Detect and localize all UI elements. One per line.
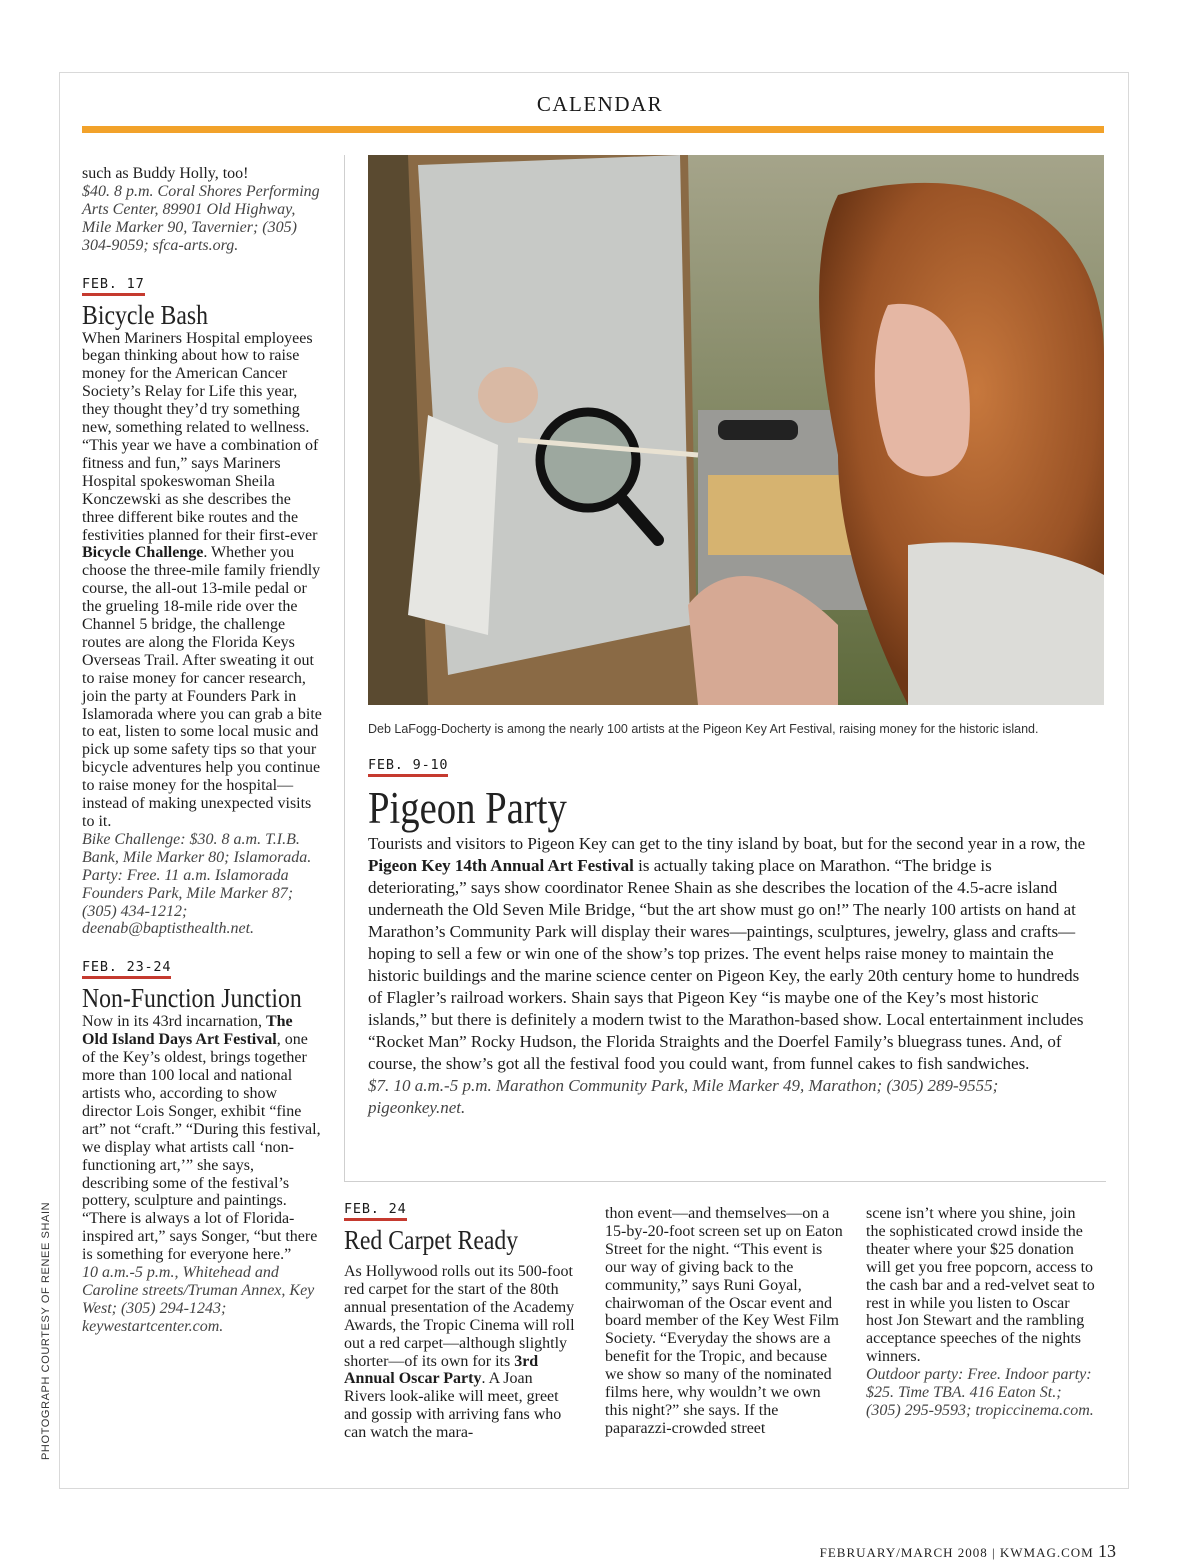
feature-photo — [368, 155, 1104, 705]
event-body: As Hollywood rolls out its 500-foot red carpet for the start of the 80th annual presentation of the Academy Awards, the Tropic Cinema will roll out a red carpet—although slightly shorter—of its own for its 3rd Annual Oscar Party. A Joan Rivers look-alike will meet, greet and gossip with arriving fans who can watch the mara- — [344, 1263, 575, 1442]
section-title: CALENDAR — [536, 92, 664, 116]
feature-article — [368, 753, 1088, 1119]
photo-caption: Deb LaFogg-Docherty is among the nearly 100 artists at the Pigeon Key Art Festival, raising money for the historic island. — [368, 722, 1039, 736]
event-title: Pigeon Party — [368, 783, 567, 833]
event-date: FEB. 9-10 — [368, 757, 448, 777]
event-info: Outdoor party: Free. Indoor party: $25. Time TBA. 416 Eaton St.; (305) 295-9593; tropiccinema.com. — [866, 1366, 1094, 1419]
event-title: Red Carpet Ready — [344, 1225, 519, 1255]
event-date: FEB. 24 — [344, 1201, 407, 1221]
column-divider — [344, 155, 345, 1181]
event-info: Bike Challenge: $30. 8 a.m. T.I.B. Bank, Mile Marker 80; Islamorada. Party: Free. 11 a.m. Islamorada Founders Park, Mile Marker 87; (305) 434-1212; deenab@baptisthealth.net. — [82, 830, 312, 938]
redcarpet-col-3 — [866, 1205, 1098, 1420]
event-body: Tourists and visitors to Pigeon Key can get to the tiny island by boat, but for the second year in a row, the Pigeon Key 14th Annual Art Festival is actually taking place on Marathon. “The bridge is deteriorating,” says show coordinator Renee Shain as she describes the location of the 4.5-acre island underneath the Old Seven Mile Bridge, “but the art show must go on!” The nearly 100 artists on hand at Marathon’s Community Park will display their wares—paintings, sculptures, jewelry, glass and crafts—hoping to sell a few or win one of the show’s top prizes. The event helps raise money to maintain the historic buildings and the marine science center on Pigeon Key, the early 20th century home to hundreds of Flagler’s railroad workers. Shain says that Pigeon Key “is maybe one of the Key’s most historic islands,” but there is definitely a modern twist to the Marathon-based show. Local entertainment includes “Rocket Man” Rocky Hudson, the Florida Straights and the Doerfel Family’s bluegrass tunes. And, of course, the show’s got all the festival food you could want, from funnel cakes to fish sandwiches. — [368, 834, 1086, 1073]
intro-text: such as Buddy Holly, too! — [82, 165, 249, 182]
left-column — [82, 165, 322, 1336]
redcarpet-col-1 — [344, 1200, 576, 1442]
event-title: Non-Function Junction — [82, 983, 302, 1014]
event-body: Now in its 43rd incarnation, The Old Island Days Art Festival, one of the Key’s oldest, brings together more than 100 local and national artists who, according to show director Lois Songer, exhibit “fine art” not “craft.” “During this festival, we display what artists call ‘non-functioning art,’” she says, describing some of the festival’s pottery, sculpture and paintings. “There is always a lot of Florida-inspired art,” says Songer, “but there is something for everyone here.” — [82, 1013, 321, 1264]
event-date: FEB. 23-24 — [82, 959, 171, 979]
header-rule — [82, 126, 1104, 133]
event-info: 10 a.m.-5 p.m., Whitehead and Caroline streets/Truman Annex, Key West; (305) 294-1243; keywestartcenter.com. — [82, 1264, 315, 1335]
event-body: When Mariners Hospital employees began thinking about how to raise money for the American Cancer Society’s Relay for Life this year, they thought they’d try something new, something related to wellness. “This year we have a combination of fitness and fun,” says Mariners Hospital spokeswoman Sheila Konczewski as she describes the three different bike routes and the festivities planned for their first-ever Bicycle Challenge. Whether you choose the three-mile family friendly course, the all-out 13-mile pedal or the grueling 18-mile ride over the Channel 5 bridge, the challenge routes are along the Florida Keys Overseas Trail. After sweating it out to raise money for cancer research, join the party at Founders Park in Islamorada where you can grab a bite to eat, listen to some local music and pick up some safety tips so that your bicycle adventures help you continue to raise money for the hospital—instead of making unexpected visits to it. — [82, 329, 322, 830]
photo-credit: PHOTOGRAPH COURTESY OF RENEE SHAIN — [40, 1201, 52, 1460]
redcarpet-col-2 — [605, 1205, 845, 1438]
event-title: Bicycle Bash — [82, 299, 209, 330]
event-body: scene isn’t where you shine, join the sophisticated crowd inside the theater where your $25 donation will get you free popcorn, access to the cash bar and a red-velvet seat to rest in while you listen to Oscar host Jon Stewart and the rambling acceptance speeches of the nights winners. — [866, 1205, 1095, 1366]
page-number: 13 — [1098, 1541, 1116, 1561]
section-divider — [344, 1181, 1106, 1182]
event-date: FEB. 17 — [82, 276, 145, 296]
issue-info: FEBRUARY/MARCH 2008 | KWMAG.COM — [819, 1545, 1094, 1560]
event-body: thon event—and themselves—on a 15-by-20-foot screen set up on Eaton Street for the night. “This event is our way of giving back to the community,” says Runi Goyal, chairwoman of the Oscar event and board member of the Key West Film Society. “Everyday the shows are a benefit for the Tropic, and because we show so many of the nominated films here, why wouldn’t we own this night?” she says. If the paparazzi-crowded street — [605, 1205, 843, 1437]
event-info: $7. 10 a.m.-5 p.m. Marathon Community Park, Mile Marker 49, Marathon; (305) 289-9555; pigeonkey.net. — [368, 1076, 999, 1117]
intro-info: $40. 8 p.m. Coral Shores Performing Arts Center, 89901 Old Highway, Mile Marker 90, Tavernier; (305) 304-9059; sfca-arts.org. — [82, 182, 320, 254]
